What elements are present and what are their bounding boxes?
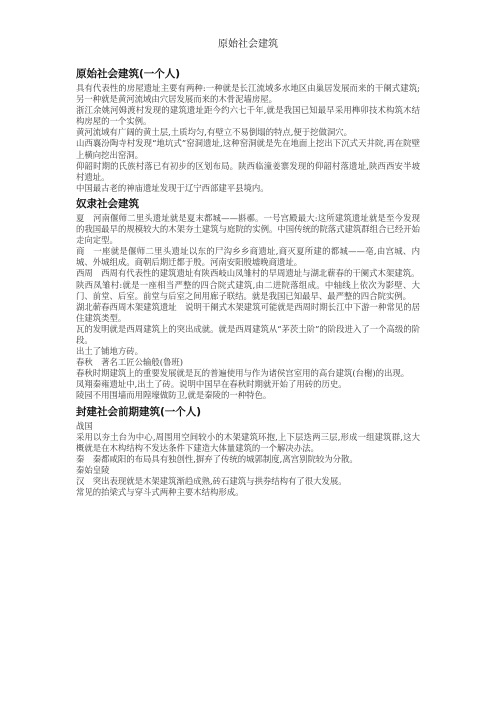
paragraph: 凤翔秦雍遗址中,出土了砖。说明中国早在春秋时期就开始了用砖的历史。 <box>76 379 347 390</box>
paragraph: 汉 突出表现就是木架建筑渐趋成熟,砖石建筑与拱券结构有了很大发展。 <box>76 476 347 486</box>
document-body <box>76 68 420 498</box>
paragraph: 商 一座就是偃师二里头遗址以东的尸沟乡乡商遗址,商灭夏所建的都城——亳,由宫城、内城、外城组成。商朝后期迁都于殷。河南安阳殷墟晚商遗址。 <box>76 246 420 268</box>
paragraph: 春秋时期建筑上的重要发展就是瓦的普遍使用与作为诸侯宫室用的高台建筑(台榭)的出现。 <box>76 368 410 379</box>
paragraph: 陕西凤雏村:就是一座相当严整的四合院式建筑,由二进院落组成。中轴线上依次为影壁、大门、前堂、后室。前堂与后室之间用廊子联结。就是我国已知最早、最严整的四合院实例。 <box>76 279 420 301</box>
paragraph: 常见的抬梁式与穿斗式两种主要木结构形成。 <box>76 487 244 498</box>
paragraph: 西周 西周有代表性的建筑遗址有陕西岐山凤雏村的早周遗址与湖北蕲春的干阑式木架建筑。 <box>76 268 420 279</box>
paragraph: 出土了铺地方砖。 <box>76 346 143 357</box>
section-heading-early-feudal: 封建社会前期建筑(一个人) <box>76 405 202 418</box>
paragraph: 浙江余姚河姆渡村发现的建筑遗址距今约六七千年,就是我国已知最早采用榫卯技术构筑木结构房屋的一个实例。 <box>76 105 420 127</box>
paragraph: 湖北蕲春西周木架建筑遗址 说明干阑式木架建筑可能就是西周时期长江中下游一种常见的居住建筑类型。 <box>76 301 420 323</box>
paragraph: 中国最古老的神庙遗址发现于辽宁西部建平县境内。 <box>76 182 269 193</box>
paragraph: 采用以夯土台为中心,周围用空间较小的木架建筑环抱,上下层迭两三层,形成一组建筑群,这大概就是在木构结构不发达条件下建造大体量建筑的一个解决办法。 <box>76 431 420 453</box>
section-heading-slave-society: 奴隶社会建筑 <box>76 197 139 210</box>
paragraph: 夏 河南偃师二里头遗址就是夏末都城——斟鄩。一号宫殿最大:这所建筑遗址就是至今发现的我国最早的规模较大的木架夯土建筑与庭院的实例。中国传统的院落式建筑群组合已经开始走向定型。 <box>76 212 420 246</box>
paragraph: 黄河流域有广阔的黄土层,土质均匀,有壁立不易倒塌的特点,便于挖做洞穴。 <box>76 127 352 138</box>
paragraph: 瓦的发明就是西周建筑上的突出成就。就是西周建筑从“茅茨土阶”的阶段进入了一个高级的阶段。 <box>76 323 420 345</box>
paragraph: 仰韶时期的氏族村落已有初步的区划布局。陕西临潼姜寨发现的仰韶村落遗址,陕西西安半坡村遗址。 <box>76 160 420 182</box>
paragraph: 秦 秦都咸阳的布局具有独创性,摒弃了传统的城郭制度,离宫别院较为分散。 <box>76 453 358 464</box>
page-title: 原始社会建筑 <box>218 39 278 50</box>
paragraph: 具有代表性的房屋遗址主要有两种:一种就是长江流域多水地区由巢居发展而来的干阑式建筑;另一种就是黄河流域由穴居发展而来的木骨泥墙房屋。 <box>76 83 420 105</box>
section-heading-primitive: 原始社会建筑(一个人) <box>76 68 181 80</box>
paragraph: 秦始皇陵 <box>76 464 110 475</box>
paragraph: 战国 <box>76 420 93 431</box>
paragraph: 春秋 著名工匠公输般(鲁班) <box>76 357 184 368</box>
paragraph: 山西襄汾陶寺村发现“地坑式”窑洞遗址,这种窑洞就是先在地面上挖出下沉式天井院,再在院壁上横向挖出窑洞。 <box>76 138 420 160</box>
paragraph: 陵园不用围墙而用隍壕做防卫,就是秦陵的一种特色。 <box>76 390 272 401</box>
